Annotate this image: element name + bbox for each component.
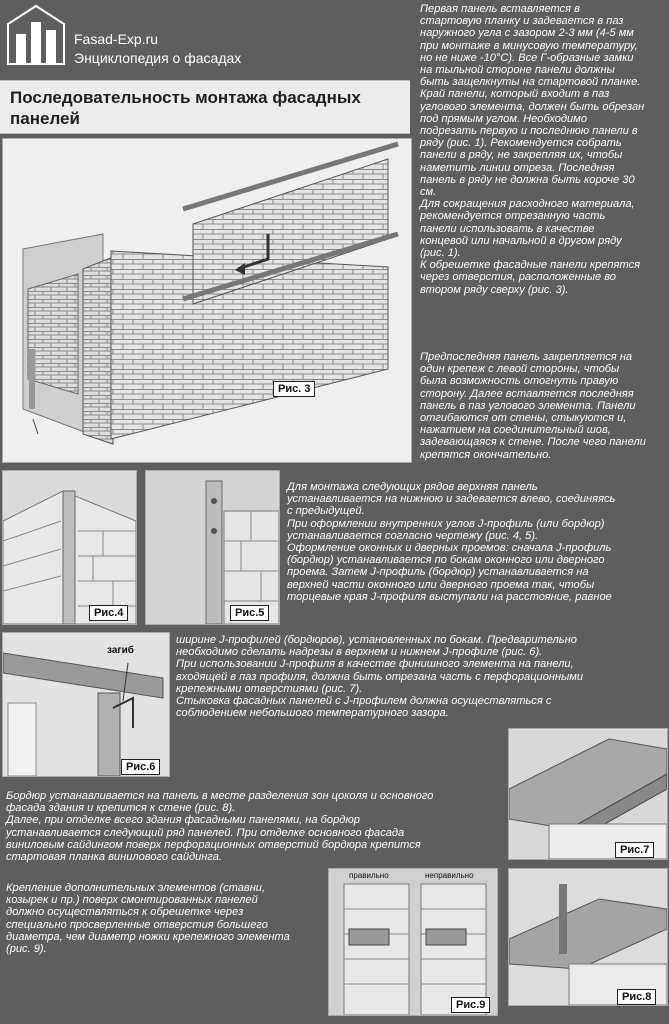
figure-7: [508, 728, 668, 860]
figure-4-label: Рис.4: [89, 605, 128, 621]
paragraph-4: ширине J-профилей (бордюров), установленных по бокам. Предварительно необходимо сделать надрезы в верхнем и нижнем J-профиле (рис. 6). При использовании J-профиля в качестве финишного элемента на панели, входящей в паз профиля, должна быть отрезана часть с перфорационными крепежными отверстиями (рис. 7). Стыковка фасадных панелей с J-профилем должна осуществляться с соблюдением небольшого температурного зазора.: [176, 634, 584, 720]
figure-6-note: загиб: [107, 645, 134, 656]
site-logo[interactable]: [6, 4, 66, 66]
page-title-box: [0, 80, 410, 134]
figure-4: [2, 470, 137, 625]
figure-5-label: Рис.5: [230, 605, 269, 621]
figure-9-wrong-label: неправильно: [425, 871, 474, 880]
paragraph-1: Первая панель вставляется в стартовую планку и задевается в паз наружного угла с зазором 2-3 мм (4-5 мм при монтаже в минусовую температуру, но не ниже -10°С). Все Г-образные замки на тыльной стороне панели должны быть защелкнуты на стартовой планке. Край панели, который входит в паз углового элемента, должен быть обрезан под прямым углом. Необходимо подрезать первую и последнюю панели в ряду (рис. 1). Рекомендуется собрать панели в ряду, не закрепляя их, чтобы наметить линии отреза. Последняя панель в ряду не должна быть короче 30 см. Для сокращения расходного материала, рекомендуется отрезанную часть панели использовать в качестве концевой или начальной в другом ряду (рис. 1). К обрешетке фасадные панели крепятся через отверстия, расположенные во втором ряду сверху (рис. 3).: [420, 3, 645, 296]
site-subtitle: Энциклопедия о фасадах: [74, 50, 242, 66]
paragraph-5: Бордюр устанавливается на панель в месте разделения зон цоколя и основного фасада здания и крепится к стене (рис. 8). Далее, при отделке всего здания фасадными панелями, на бордюр устанавливается следующий ряд панелей. При отделке основного фасада виниловым сайдингом поверх перфорационных отверстий бордюра крепится стартовая планка винилового сайдинга.: [6, 790, 434, 864]
figure-7-label: Рис.7: [615, 842, 654, 858]
figure-9-correct-label: правильно: [349, 871, 389, 880]
figure-6: [2, 632, 170, 777]
paragraph-2: Предпоследняя панель закрепляется на один крепеж с левой стороны, чтобы была возможность отогнуть правую сторону. Далее вставляется последняя панель в паз углового элемента. Панели отгибаются от стены, стыкуются и, нажатием на соединительный шов, задевающаяся к стене. После чего панели крепятся окончательно.: [420, 351, 646, 461]
paragraph-6: Крепление дополнительных элементов (ставни, козырек и пр.) поверх смонтированных панелей должно осуществляться к обрешетке через специально просверленные отверстия большего диаметра, чем диаметр ножки крепежного элемента (рис. 9).: [6, 882, 290, 956]
figure-5: [145, 470, 280, 625]
site-name: Fasad-Exp.ru: [74, 31, 159, 47]
figure-8: [508, 868, 668, 1006]
site-title[interactable]: [74, 30, 241, 68]
page-title: Последовательность монтажа фасадных панелей: [10, 88, 361, 128]
figure-8-label: Рис.8: [617, 989, 656, 1005]
figure-3-label: Рис. 3: [273, 381, 315, 397]
figure-9: [328, 868, 498, 1016]
paragraph-3: Для монтажа следующих рядов верхняя панель устанавливается на нижнюю и задевается влево, соединяясь с предыдущей. При оформлении внутренних углов J-профиль (или бордюр) устанавливается согласно чертежу (рис. 4, 5). Оформление оконных и дверных проемов: сначала J-профиль (бордюр) устанавливается по бокам оконного или дверного проема. Затем J-профиль (бордюр) устанавливается на верхней части оконного или дверного проема так, чтобы торцевые края J-профиля выступали на расстояние, равное: [287, 481, 616, 603]
figure-9-label: Рис.9: [451, 997, 490, 1013]
figure-3: [2, 138, 412, 463]
figure-6-label: Рис.6: [121, 759, 160, 775]
